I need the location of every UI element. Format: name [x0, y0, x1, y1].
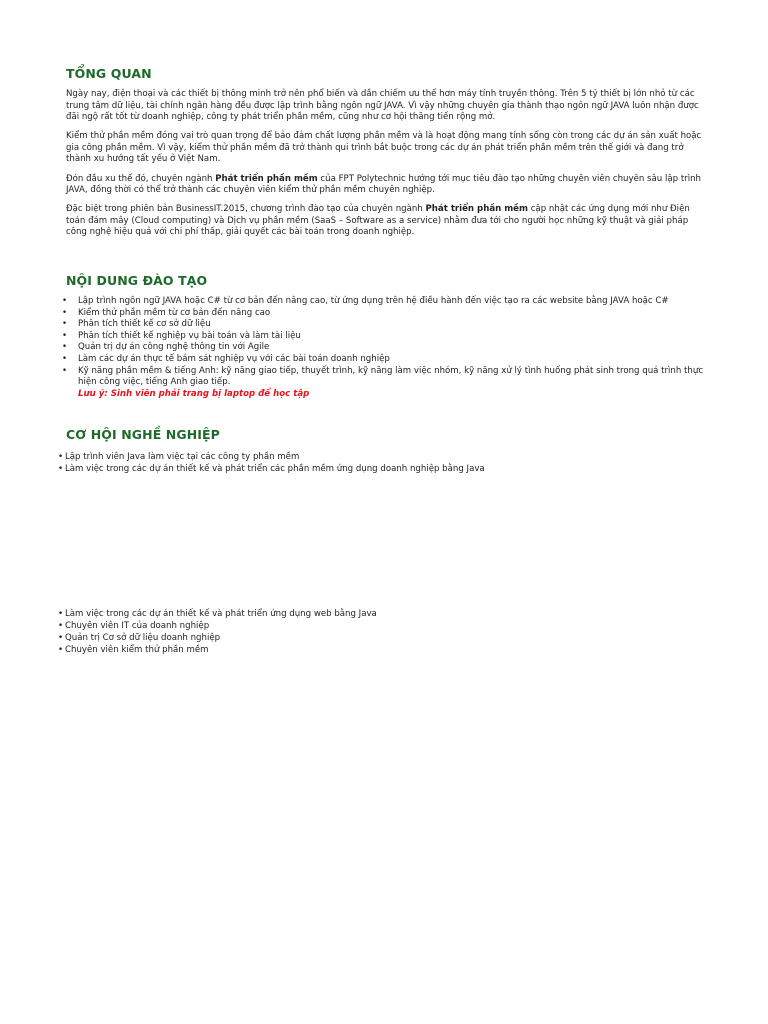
bullet-icon: • [62, 307, 68, 318]
overview-body [66, 89, 706, 247]
bold-text: Phát triển phần mềm [215, 173, 318, 184]
career-item [58, 608, 698, 620]
training-item-text: Lập trình ngôn ngữ JAVA hoặc C# từ cơ bản đến nâng cao, từ ứng dụng trên hệ điều hành đến việc tạo ra các website bằng JAVA hoặc C# [78, 296, 669, 306]
bullet-icon: • [62, 296, 68, 306]
bullet-icon: • [62, 353, 68, 364]
paragraph-text: Đón đầu xu thế đó, chuyên ngành [66, 173, 216, 184]
bullet-icon: • [58, 452, 64, 462]
training-item-text: Kỹ năng phần mềm & tiếng Anh: kỹ năng giao tiếp, thuyết trình, kỹ năng làm việc nhóm, kỹ năng xử lý tình huống phát sinh trong quá trình thực hiện công việc, tiếng Anh giao tiếp. [78, 365, 704, 388]
bullet-icon: • [62, 365, 68, 376]
bullet-icon: • [58, 645, 64, 655]
career-item [58, 644, 698, 656]
training-item [62, 342, 706, 354]
bullet-icon: • [58, 621, 64, 631]
bullet-icon: • [62, 342, 68, 353]
paragraph-text: của FPT Polytechnic hướng tới mục tiêu đào tạo những chuyên viên chuyên sâu lập trình JAVA, đồng thời có thể trở thành các chuyên viên kiểm thử phần mềm chuyên nghiệp. [66, 173, 701, 196]
bullet-icon: • [62, 319, 68, 330]
training-item [62, 365, 706, 389]
career-item-text: Chuyên viên IT của doanh nghiệp [65, 621, 210, 631]
training-item-text: Làm các dự án thực tế bám sát nghiệp vụ với các bài toán doanh nghiệp [78, 353, 390, 364]
training-item-text: Phân tích thiết kế nghiệp vụ bài toán và làm tài liệu [78, 330, 301, 341]
bullet-icon: • [62, 330, 68, 341]
career-item-text: Làm việc trong các dự án thiết kế và phát triển ứng dụng web bằng Java [65, 609, 377, 619]
laptop-note: Lưu ý: Sinh viên phải trang bị laptop để học tập [78, 388, 310, 399]
bullet-icon: • [58, 609, 64, 619]
overview-paragraph [66, 204, 706, 239]
bullet-icon: • [58, 464, 64, 474]
career-item [58, 451, 698, 463]
career-item-text: Làm việc trong các dự án thiết kế và phát triển các phần mềm ứng dụng doanh nghiệp bằng Java [65, 464, 485, 474]
career-item-text: Quản trị Cơ sở dữ liệu doanh nghiệp [65, 633, 221, 643]
overview-heading: TỔNG QUAN [66, 66, 152, 81]
career-item [58, 632, 698, 644]
training-heading: NỘI DUNG ĐÀO TẠO [66, 273, 208, 288]
overview-paragraph [66, 174, 706, 197]
training-item [62, 353, 706, 366]
career-item-text: Chuyên viên kiểm thử phần mềm [65, 645, 209, 655]
bold-text: Phát triển phần mềm [425, 204, 528, 215]
paragraph-text: Kiểm thử phần mềm đóng vai trò quan trọng để bảo đảm chất lượng phần mềm và là hoạt động mang tính sống còn trong các dự án sản xuất hoặc gia công phần mềm. Vì vậy, kiểm thử phần mềm đã trở thành qui trình bắt buộc trong các dự án phát triển phần mềm trên thế giới và đang trở thành xu hướng tất yếu ở Việt Nam. [66, 131, 702, 165]
career-list-b [58, 608, 698, 656]
paragraph-text: Đặc biệt trong phiên bản BusinessIT.2015, chương trình đào tạo của chuyên ngành [66, 204, 426, 215]
training-item-text: Quản trị dự án công nghệ thông tin với Agile [78, 342, 270, 353]
paragraph-text: Ngày nay, điện thoại và các thiết bị thông minh trở nên phổ biến và dần chiếm ưu thế hơn máy tính truyền thông. Trên 5 tỷ thiết bị lớn nhỏ từ các trung tâm dữ liệu, tài chính ngân hàng đều được lập trình bằng ngôn ngữ JAVA. Vì vậy những chuyên gia thành thạo ngôn ngữ JAVA luôn nhận được đãi ngộ rất tốt từ doanh nghiệp, công ty phát triển phần mềm, cũng như cơ hội thăng tiến rộng mở. [66, 89, 699, 123]
training-item [62, 319, 706, 331]
career-heading: CƠ HỘI NGHỀ NGHIỆP [66, 427, 220, 442]
training-item [62, 296, 706, 308]
career-item-text: Lập trình viên Java làm việc tại các công ty phần mềm [65, 452, 300, 462]
bullet-icon: • [58, 633, 64, 643]
training-item [62, 330, 706, 343]
paragraph-text: cập nhật các ứng dụng mới như Điện toán đám mây (Cloud computing) và Dịch vụ phần mềm (SaaS – Software as a service) nhằm đưa tới cho người học những kỹ thuật và giải pháp công nghệ hiệu quả với chi phí thấp, giải quyết các bài toán trong doanh nghiệp. [66, 204, 690, 238]
overview-paragraph [66, 89, 706, 124]
training-item [62, 307, 706, 320]
career-item [58, 463, 698, 475]
career-list-a [58, 451, 698, 475]
career-item [58, 620, 698, 632]
training-list [62, 296, 706, 400]
training-item-text: Kiểm thử phần mềm từ cơ bản đến nâng cao [78, 307, 271, 318]
training-item-text: Phân tích thiết kế cơ sở dữ liệu [78, 319, 211, 330]
overview-paragraph [66, 131, 706, 166]
